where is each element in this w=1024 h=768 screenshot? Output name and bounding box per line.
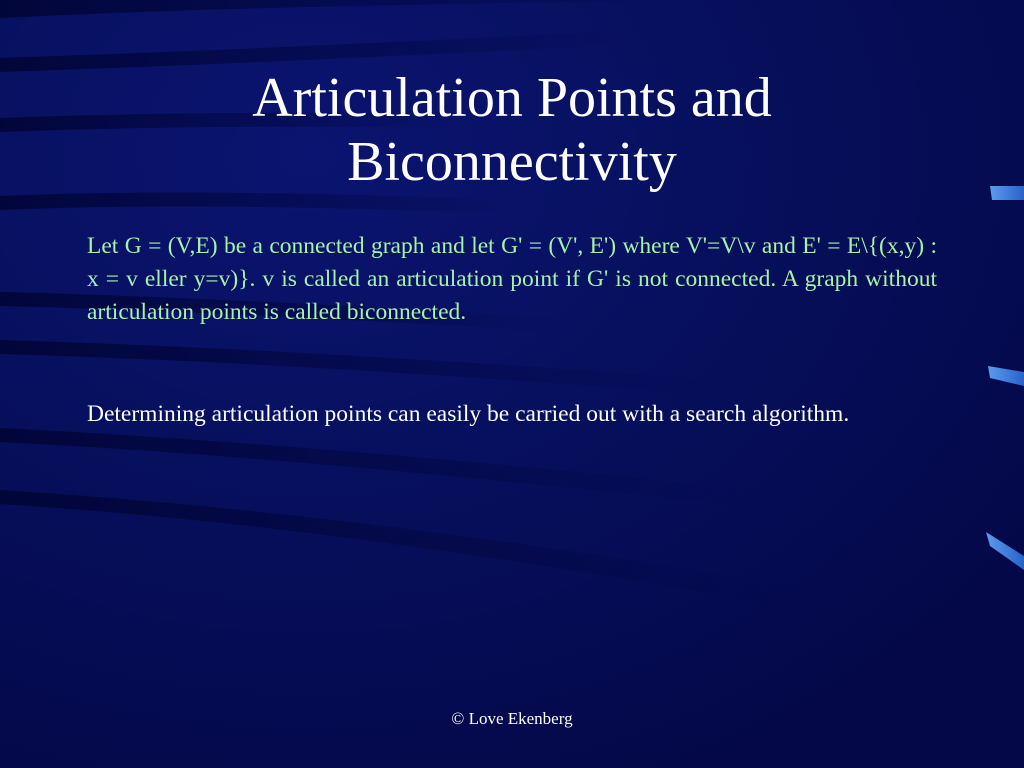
slide-title [0, 66, 1024, 194]
slide-title-line-1: Articulation Points and [252, 67, 772, 129]
definition-paragraph: Let G = (V,E) be a connected graph and let G' = (V', E') where V'=V\v and E' = E\{(x,y) : x = v eller y=v)}. v is called an articulation point if G' is not connected. A graph without articulation points is called biconnected. [87, 233, 937, 325]
slide-title-line-2: Biconnectivity [347, 131, 677, 193]
algorithm-paragraph: Determining articulation points can easily be carried out with a search algorithm. [87, 401, 850, 427]
copyright-footer: © Love Ekenberg [451, 709, 573, 728]
